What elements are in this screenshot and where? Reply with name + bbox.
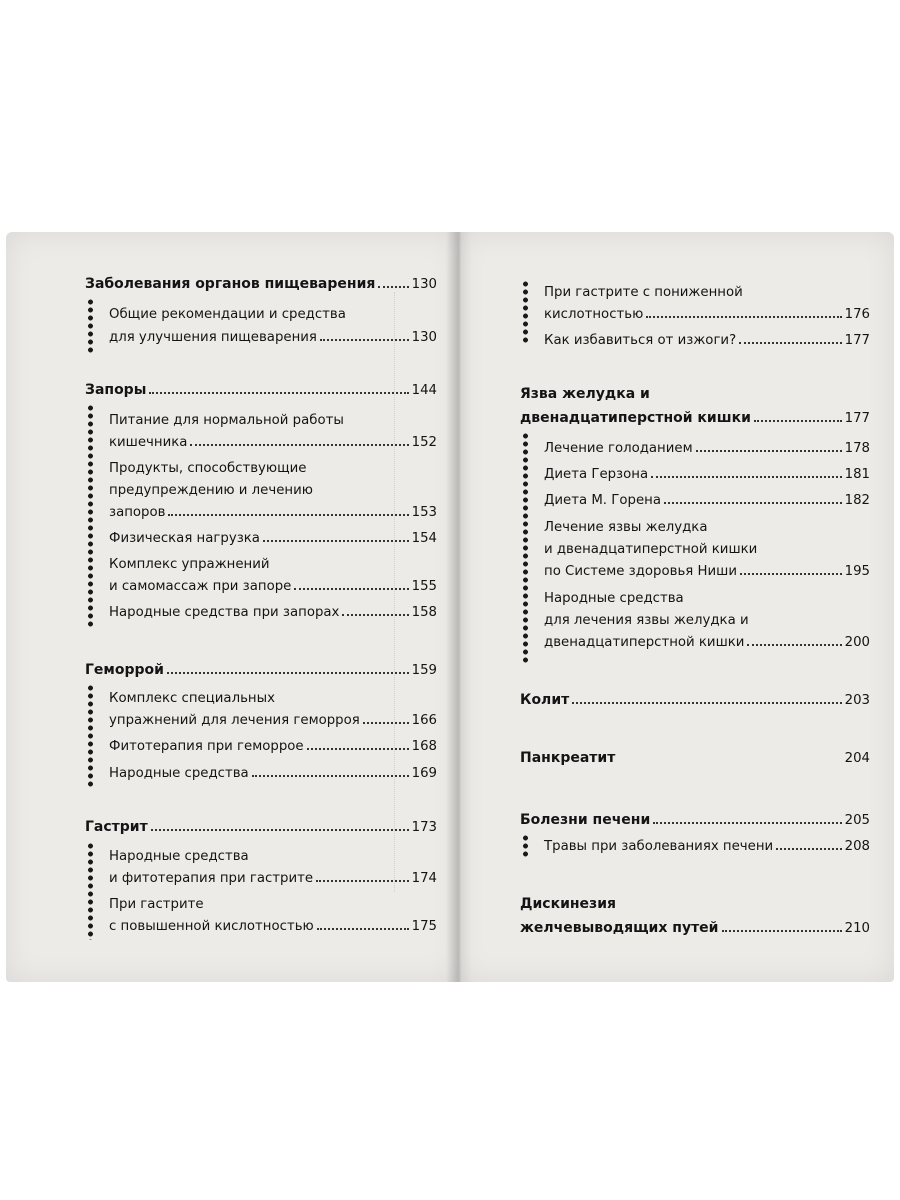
section-title: Заболевания органов пищеварения bbox=[85, 276, 376, 292]
page-number: 130 bbox=[411, 330, 437, 345]
page-number: 155 bbox=[411, 579, 437, 594]
page-number: 200 bbox=[844, 635, 870, 650]
entry-line: и самомассаж при запоре bbox=[109, 579, 292, 594]
left-page bbox=[6, 232, 458, 982]
page-number: 173 bbox=[411, 820, 437, 835]
entry-line: Диета Герзона bbox=[544, 467, 649, 482]
entry-line: по Системе здоровья Ниши bbox=[544, 564, 737, 579]
page-number: 176 bbox=[844, 307, 870, 322]
page-number: 152 bbox=[411, 435, 437, 450]
toc-entry-section[interactable] bbox=[85, 380, 437, 401]
toc-entry-section[interactable] bbox=[520, 918, 870, 939]
toc-entry-section[interactable] bbox=[85, 274, 437, 295]
bullet-dots bbox=[88, 404, 93, 628]
open-book bbox=[6, 232, 894, 982]
toc-entry[interactable] bbox=[544, 464, 870, 485]
leader-dots bbox=[317, 928, 409, 930]
page-number: 144 bbox=[411, 383, 437, 398]
leader-dots bbox=[754, 420, 842, 422]
section-title: Дискинезия bbox=[520, 896, 616, 912]
entry-line: Комплекс специальных bbox=[109, 691, 275, 706]
entry-line: запоров bbox=[109, 505, 166, 520]
toc-entry[interactable] bbox=[109, 916, 437, 937]
entry-line: и фитотерапия при гастрите bbox=[109, 871, 314, 886]
page-number: 195 bbox=[844, 564, 870, 579]
page-number: 154 bbox=[411, 531, 437, 546]
page-number: 182 bbox=[844, 493, 870, 508]
entry-line: для улучшения пищеварения bbox=[109, 330, 317, 345]
entry-line: Комплекс упражнений bbox=[109, 557, 270, 572]
entry-line: Как избавиться от изжоги? bbox=[544, 333, 737, 348]
toc-entry[interactable] bbox=[544, 330, 870, 351]
bullet-dots bbox=[88, 842, 93, 940]
entry-line: упражнений для лечения геморроя bbox=[109, 713, 360, 728]
leader-dots bbox=[342, 614, 408, 616]
toc-entry[interactable] bbox=[109, 763, 437, 784]
leader-dots bbox=[263, 540, 409, 542]
toc-entry[interactable] bbox=[109, 432, 437, 453]
toc-entry[interactable] bbox=[109, 710, 437, 731]
toc-entry[interactable] bbox=[109, 868, 437, 889]
bullet-dots bbox=[88, 298, 93, 354]
page-number: 130 bbox=[411, 277, 437, 292]
page-number: 174 bbox=[411, 871, 437, 886]
leader-dots bbox=[739, 342, 841, 344]
leader-dots bbox=[151, 829, 409, 831]
entry-line: Лечение язвы желудка bbox=[544, 520, 708, 535]
leader-dots bbox=[696, 450, 842, 452]
leader-dots bbox=[363, 722, 409, 724]
entry-line: кислотностью bbox=[544, 307, 644, 322]
section-title: Болезни печени bbox=[520, 812, 651, 828]
toc-entry[interactable] bbox=[109, 602, 437, 623]
leader-dots bbox=[167, 672, 409, 674]
entry-line: Лечение голоданием bbox=[544, 441, 693, 456]
leader-dots bbox=[320, 339, 409, 341]
leader-dots bbox=[618, 760, 841, 762]
bullet-dots bbox=[523, 432, 528, 664]
section-title: Колит bbox=[520, 692, 570, 708]
page-number: 204 bbox=[844, 751, 870, 766]
section-title: Гастрит bbox=[85, 819, 148, 835]
page-number: 168 bbox=[411, 739, 437, 754]
section-title: Язва желудка и bbox=[520, 386, 650, 402]
leader-dots bbox=[252, 775, 409, 777]
leader-dots bbox=[646, 316, 841, 318]
entry-line: При гастрите bbox=[109, 897, 204, 912]
entry-line: Травы при заболеваниях печени bbox=[544, 839, 774, 854]
leader-dots bbox=[722, 930, 842, 932]
entry-line: Народные средства bbox=[109, 766, 249, 781]
entry-line: Фитотерапия при геморрое bbox=[109, 739, 304, 754]
entry-line: Общие рекомендации и средства bbox=[109, 307, 346, 322]
leader-dots bbox=[378, 286, 408, 288]
page-number: 166 bbox=[411, 713, 437, 728]
toc-entry[interactable] bbox=[544, 632, 870, 653]
page-number: 177 bbox=[844, 411, 870, 426]
toc-entry[interactable] bbox=[109, 736, 437, 757]
toc-entry[interactable] bbox=[109, 502, 437, 523]
toc-entry-section[interactable] bbox=[85, 660, 437, 681]
toc-entry[interactable] bbox=[109, 576, 437, 597]
toc-entry[interactable] bbox=[544, 490, 870, 511]
leader-dots bbox=[572, 702, 841, 704]
leader-dots bbox=[664, 502, 842, 504]
toc-entry[interactable] bbox=[544, 561, 870, 582]
leader-dots bbox=[653, 822, 841, 824]
entry-line: предупреждению и лечению bbox=[109, 483, 313, 498]
page-number: 159 bbox=[411, 663, 437, 678]
entry-line: Питание для нормальной работы bbox=[109, 413, 344, 428]
page-number: 177 bbox=[844, 333, 870, 348]
leader-dots bbox=[740, 573, 842, 575]
leader-dots bbox=[776, 848, 841, 850]
entry-line: Народные средства bbox=[109, 849, 249, 864]
entry-line: Диета М. Горена bbox=[544, 493, 661, 508]
leader-dots bbox=[190, 444, 408, 446]
page-number: 208 bbox=[844, 839, 870, 854]
bullet-dots bbox=[523, 834, 528, 858]
entry-line: с повышенной кислотностью bbox=[109, 919, 314, 934]
page-number: 169 bbox=[411, 766, 437, 781]
entry-line: Народные средства при запорах bbox=[109, 605, 340, 620]
bullet-dots bbox=[523, 280, 528, 344]
toc-entry[interactable] bbox=[109, 528, 437, 549]
page-number: 175 bbox=[411, 919, 437, 934]
section-title: Запоры bbox=[85, 382, 147, 398]
page-number: 178 bbox=[844, 441, 870, 456]
toc-entry[interactable] bbox=[544, 836, 870, 857]
toc-entry-section[interactable] bbox=[520, 690, 870, 711]
entry-line: Продукты, способствующие bbox=[109, 461, 307, 476]
page-number: 153 bbox=[411, 505, 437, 520]
section-title: желчевыводящих путей bbox=[520, 920, 719, 936]
entry-line: и двенадцатиперстной кишки bbox=[544, 542, 758, 557]
leader-dots bbox=[149, 392, 408, 394]
toc-entry[interactable] bbox=[544, 438, 870, 459]
toc-entry-section[interactable] bbox=[520, 810, 870, 831]
toc-entry[interactable] bbox=[544, 304, 870, 325]
page-number: 203 bbox=[844, 693, 870, 708]
leader-dots bbox=[307, 748, 409, 750]
toc-entry[interactable] bbox=[109, 327, 437, 348]
leader-dots bbox=[168, 514, 408, 516]
page-number: 158 bbox=[411, 605, 437, 620]
leader-dots bbox=[294, 588, 408, 590]
leader-dots bbox=[747, 644, 841, 646]
page-number: 181 bbox=[844, 467, 870, 482]
entry-line: двенадцатиперстной кишки bbox=[544, 635, 745, 650]
entry-line: кишечника bbox=[109, 435, 188, 450]
entry-line: При гастрите с пониженной bbox=[544, 285, 743, 300]
section-title: Панкреатит bbox=[520, 750, 616, 766]
section-title: двенадцатиперстной кишки bbox=[520, 410, 751, 426]
leader-dots bbox=[316, 880, 409, 882]
section-title: Геморрой bbox=[85, 662, 164, 678]
toc-entry-section[interactable] bbox=[85, 817, 437, 838]
entry-line: для лечения язвы желудка и bbox=[544, 613, 749, 628]
page-number: 210 bbox=[844, 921, 870, 936]
bullet-dots bbox=[88, 684, 93, 788]
page-number: 205 bbox=[844, 813, 870, 828]
entry-line: Народные средства bbox=[544, 591, 684, 606]
toc-entry-section[interactable] bbox=[520, 408, 870, 429]
entry-line: Физическая нагрузка bbox=[109, 531, 260, 546]
toc-entry-section[interactable] bbox=[520, 748, 870, 769]
leader-dots bbox=[651, 476, 842, 478]
